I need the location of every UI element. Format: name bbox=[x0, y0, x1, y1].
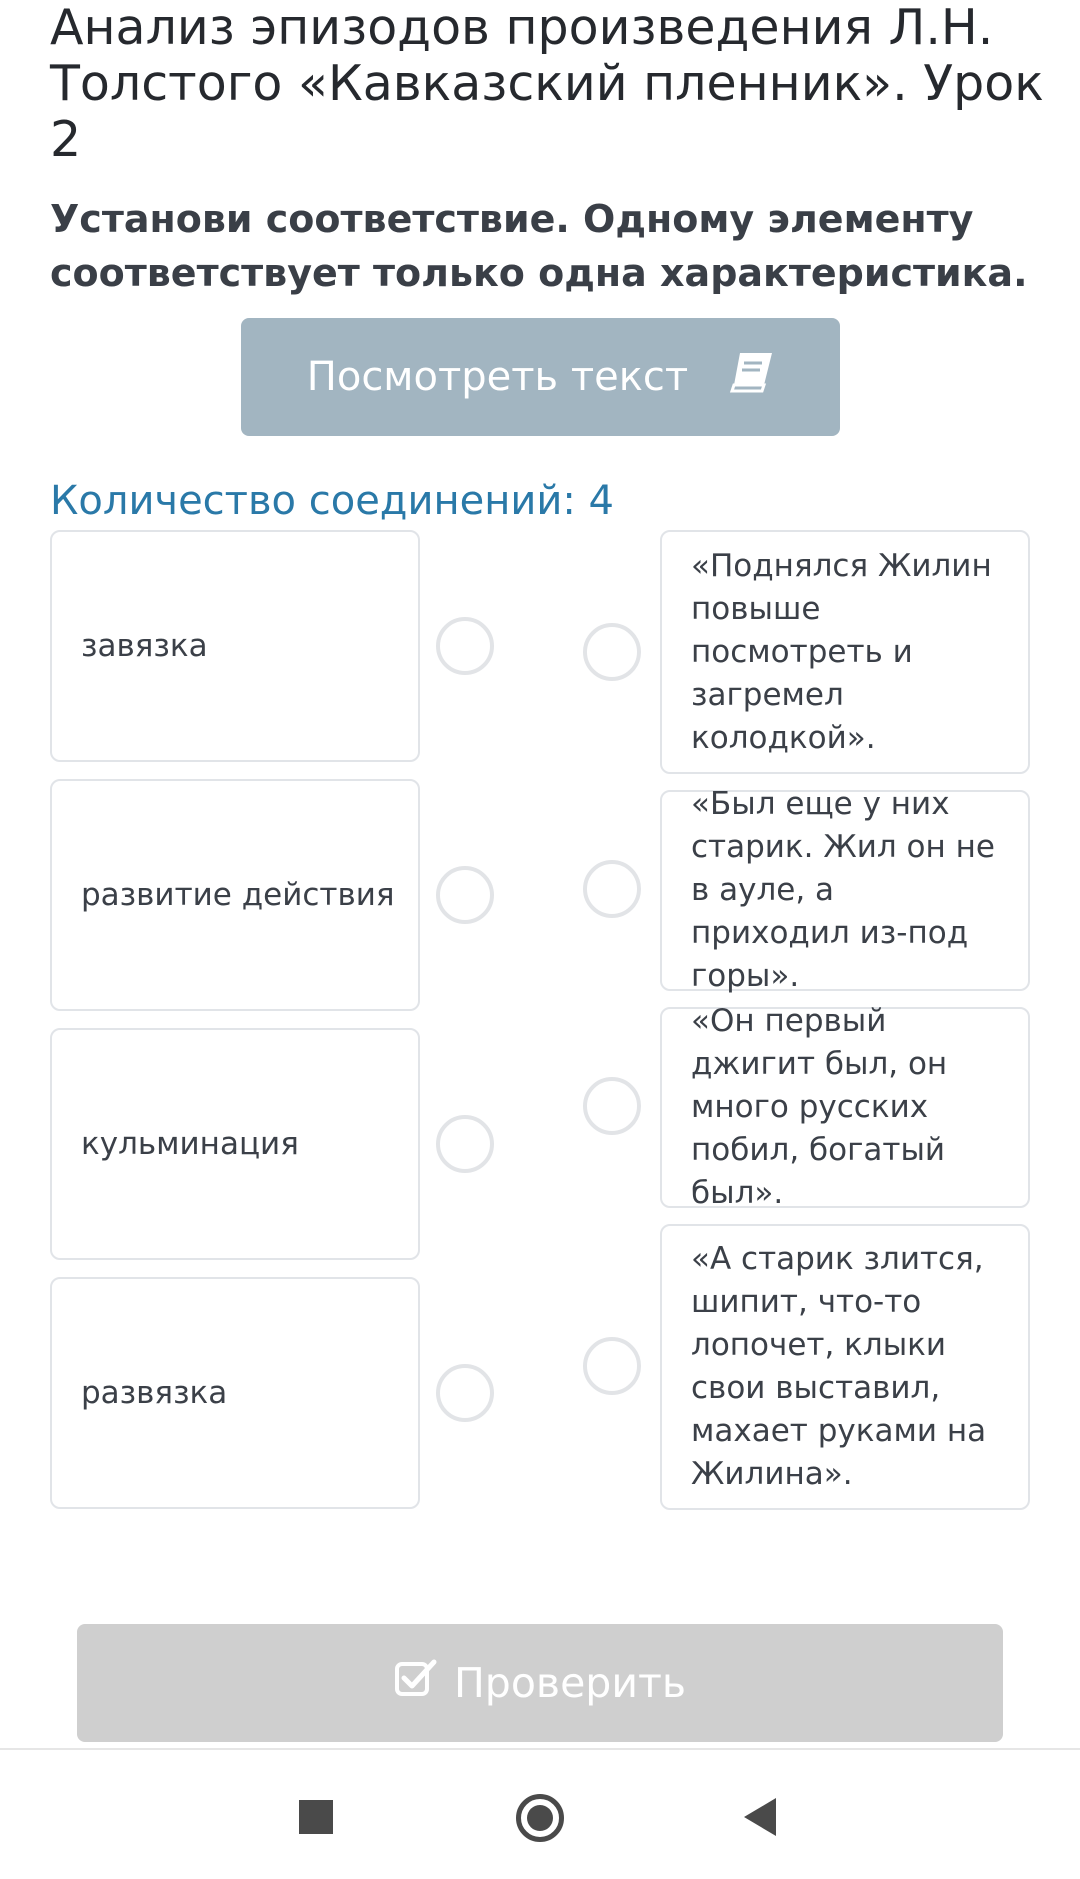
right-item-card[interactable] bbox=[660, 1224, 1030, 1510]
back-triangle-icon[interactable] bbox=[744, 1798, 776, 1836]
left-item-card[interactable] bbox=[50, 530, 420, 762]
left-connector-dot[interactable] bbox=[436, 617, 494, 675]
right-item-label: «Он первый джигит был, он много русских побил, богатый был». bbox=[691, 1003, 948, 1211]
recents-square-icon[interactable] bbox=[299, 1800, 333, 1834]
left-item-card[interactable] bbox=[50, 1277, 420, 1509]
page-title: Анализ эпизодов произведения Л.Н. Толстого «Кавказский пленник». Урок 2 bbox=[50, 0, 1044, 168]
right-item-card[interactable] bbox=[660, 1003, 1030, 1211]
right-connector-dot[interactable] bbox=[583, 860, 641, 918]
view-text-label: Посмотреть текст bbox=[306, 354, 689, 400]
home-circle-icon[interactable] bbox=[516, 1794, 564, 1842]
right-connector-dot[interactable] bbox=[583, 1077, 641, 1135]
right-connector-dot[interactable] bbox=[583, 1337, 641, 1395]
left-item-card[interactable] bbox=[50, 1028, 420, 1260]
left-item-label: кульминация bbox=[81, 1125, 299, 1162]
left-item-label: завязка bbox=[81, 627, 208, 664]
left-item-label: развязка bbox=[81, 1374, 228, 1411]
connections-count: Количество соединений: 4 bbox=[50, 478, 615, 524]
right-item-card[interactable] bbox=[660, 786, 1030, 994]
right-connector-dot[interactable] bbox=[583, 623, 641, 681]
left-item-label: развитие действия bbox=[81, 876, 395, 913]
android-nav-bar bbox=[0, 1748, 1080, 1879]
book-icon bbox=[728, 351, 774, 403]
check-button[interactable] bbox=[77, 1624, 1003, 1742]
right-item-card[interactable] bbox=[660, 530, 1030, 774]
task-instruction: Установи соответствие. Одному элементу соответствует только одна характеристика. bbox=[50, 197, 1028, 295]
checkbox-check-icon bbox=[394, 1658, 438, 1708]
view-text-button[interactable] bbox=[241, 318, 840, 436]
left-connector-dot[interactable] bbox=[436, 1115, 494, 1173]
right-item-label: «А старик злится, шипит, что-то лопочет, клыки свои выставил, махает руками на Жилина». bbox=[691, 1241, 987, 1492]
left-connector-dot[interactable] bbox=[436, 866, 494, 924]
left-item-card[interactable] bbox=[50, 779, 420, 1011]
right-item-label: «Поднялся Жилин повыше посмотреть и загремел колодкой». bbox=[691, 547, 992, 756]
check-button-label: Проверить bbox=[453, 1659, 687, 1707]
left-connector-dot[interactable] bbox=[436, 1364, 494, 1422]
right-item-label: «Был еще у них старик. Жил он не в ауле, а приходил из-под горы». bbox=[691, 786, 995, 994]
